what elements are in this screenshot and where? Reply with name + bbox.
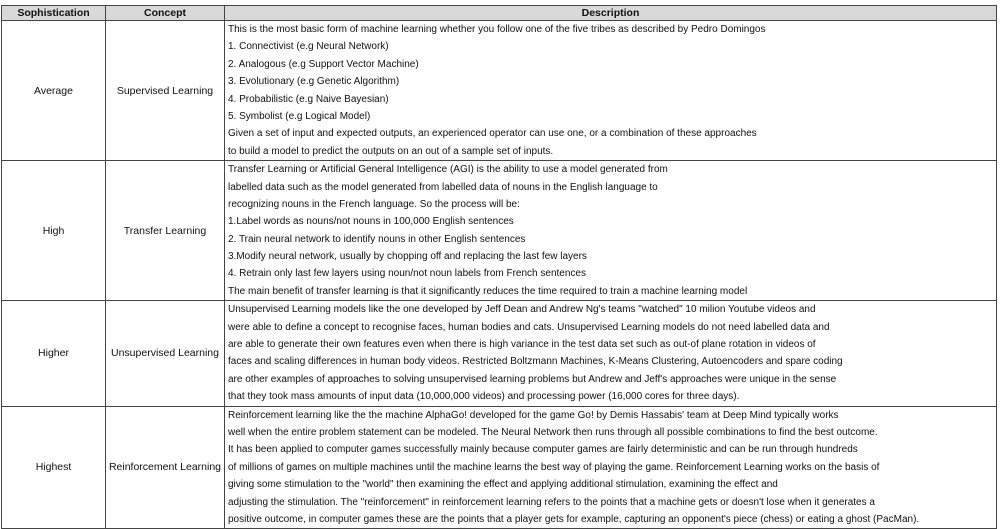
concept-cell: Transfer Learning — [106, 161, 225, 301]
description-line: faces and scaling differences in human body videos. Restricted Boltzmann Machines, K-Means Clustering, Autoencoders and spare coding — [228, 356, 843, 368]
table-row — [2, 301, 997, 406]
description-cell — [225, 21, 997, 161]
learning-comparison-table — [1, 5, 997, 529]
sophistication-cell: High — [2, 161, 106, 301]
description-line: Reinforcement learning like the the machine AlphaGo! developed for the game Go! by Demis Hassabis' team at Deep Mind typically works — [228, 409, 839, 421]
description-line: that they took mass amounts of input data (10,000,000 videos) and processing power (16,000 cores for three days). — [228, 391, 740, 403]
concept-cell: Unsupervised Learning — [106, 301, 225, 406]
description-line: labelled data such as the model generated from labelled data of nouns in the English language to — [228, 181, 658, 193]
description-cell — [225, 406, 997, 529]
description-line: 1. Connectivist (e.g Neural Network) — [228, 41, 389, 53]
description-line: 3. Evolutionary (e.g Genetic Algorithm) — [228, 76, 400, 88]
sophistication-cell: Average — [2, 21, 106, 161]
description-line: Transfer Learning or Artificial General Intelligence (AGI) is the ability to use a model generated from — [228, 164, 668, 176]
description-line: The main benefit of transfer learning is that it significantly reduces the time required to train a machine learning model — [228, 285, 748, 297]
header-concept: Concept — [106, 6, 225, 21]
description-line: 1.Label words as nouns/not nouns in 100,000 English sentences — [228, 216, 514, 228]
description-line: giving some stimulation to the "world" then examining the effect and applying additional stimulation, examining the effect and — [228, 479, 778, 491]
description-line: It has been applied to computer games successfully mainly because computer games are fairly deterministic and can be run through hundreds — [228, 444, 858, 456]
description-line: 2. Analogous (e.g Support Vector Machine) — [228, 58, 419, 70]
table-row — [2, 406, 997, 529]
description-line: adjusting the stimulation. The "reinforcement" in reinforcement learning refers to the points that a machine gets or doesn't lose when it generates a — [228, 496, 875, 508]
description-line: Given a set of input and expected outputs, an experienced operator can use one, or a combination of these approaches — [228, 128, 757, 140]
sophistication-cell: Higher — [2, 301, 106, 406]
description-line: This is the most basic form of machine learning whether you follow one of the five tribes as described by Pedro Domingos — [228, 24, 766, 35]
description-line: Unsupervised Learning models like the one developed by Jeff Dean and Andrew Ng's teams "watched" 10 milion Youtube videos and — [228, 304, 816, 316]
description-line: 3.Modify neural network, usually by chopping off and replacing the last few layers — [228, 251, 587, 263]
description-line: recognizing nouns in the French language. So the process will be: — [228, 198, 520, 210]
header-row — [2, 6, 997, 21]
description-cell — [225, 161, 997, 301]
description-line: to build a model to predict the outputs on an out of a sample set of inputs. — [228, 145, 554, 157]
description-line: are able to generate their own features even when there is high variance in the test data set such as out-of plane rotation in videos of — [228, 339, 816, 351]
description-line: were able to define a concept to recognise faces, human bodies and cats. Unsupervised Learning models do not need labelled data and — [228, 321, 830, 333]
concept-cell: Supervised Learning — [106, 21, 225, 161]
description-line: well when the entire problem statement can be modeled. The Neural Network then runs through all possible combinations to find the best outcome. — [228, 426, 878, 438]
table-row — [2, 21, 997, 161]
description-line: positive outcome, in computer games these are the points that a player gets for example, capturing an opponent's piece (chess) or eating a ghost (PacMan). — [228, 513, 920, 525]
description-line: of millions of games on multiple machines until the machine learns the best way of playing the game. Reinforcement Learning works on the basis of — [228, 461, 880, 473]
sophistication-cell: Highest — [2, 406, 106, 529]
description-line: are other examples of approaches to solving unsupervised learning problems but Andrew and Jeff's approaches were unique in the sense — [228, 373, 837, 385]
header-sophistication: Sophistication — [2, 6, 106, 21]
description-cell — [225, 301, 997, 406]
description-line: 5. Symbolist (e.g Logical Model) — [228, 110, 371, 122]
description-line: 4. Retrain only last few layers using noun/not noun labels from French sentences — [228, 268, 586, 280]
table-row — [2, 161, 997, 301]
header-description: Description — [225, 6, 997, 21]
description-line: 2. Train neural network to identify nouns in other English sentences — [228, 233, 526, 245]
description-line: 4. Probabilistic (e.g Naive Bayesian) — [228, 93, 389, 105]
concept-cell: Reinforcement Learning — [106, 406, 225, 529]
